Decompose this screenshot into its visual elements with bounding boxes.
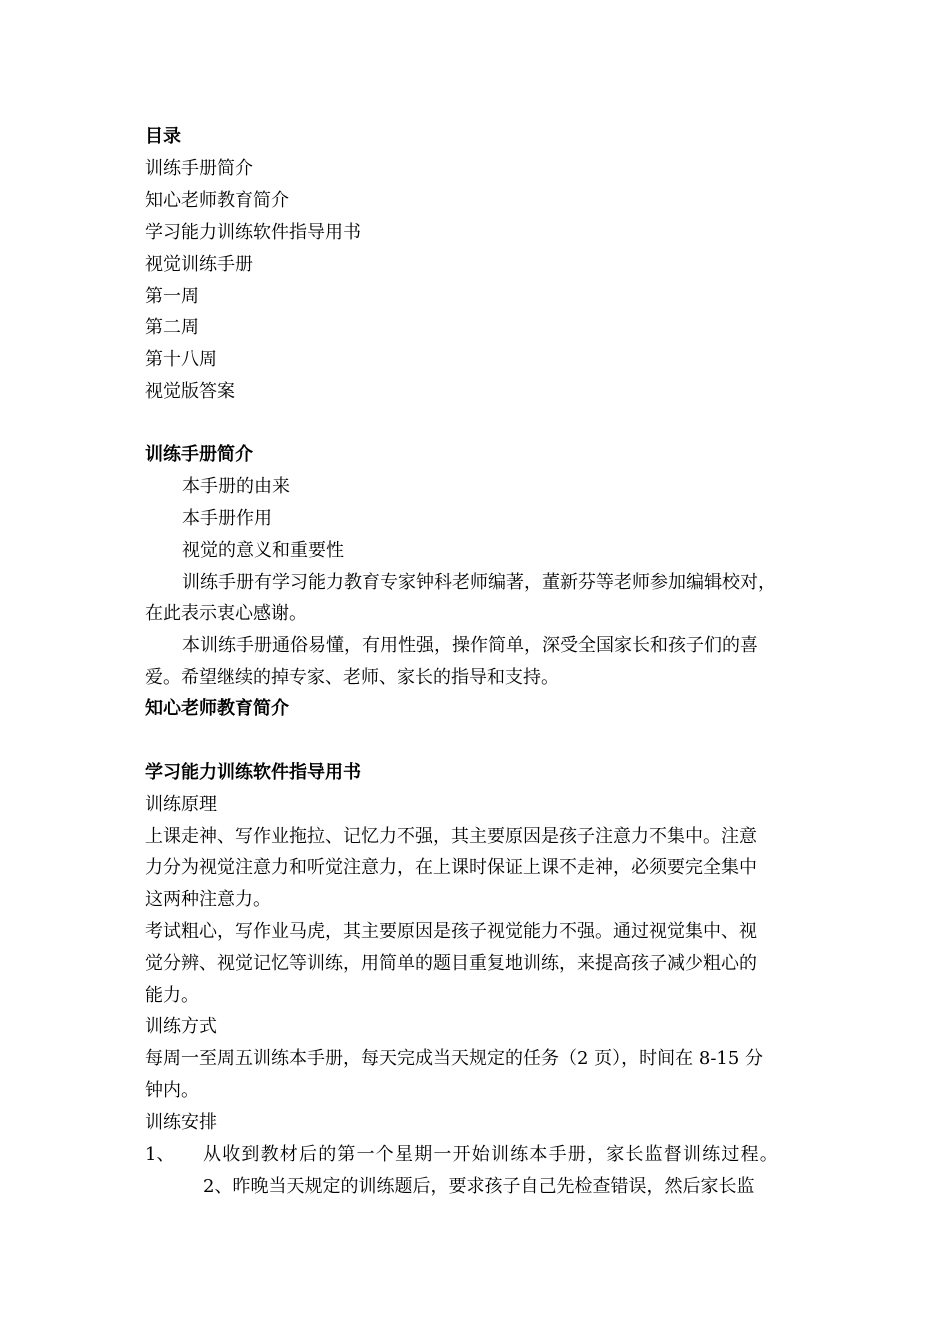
toc-item: 训练手册简介 <box>145 158 253 179</box>
principle-paragraph-line: 力分为视觉注意力和听觉注意力，在上课时保证上课不走神，必须要完全集中 <box>145 857 757 878</box>
principle-paragraph-line: 能力。 <box>145 985 199 1006</box>
toc-item: 学习能力训练软件指导用书 <box>145 222 361 243</box>
schedule-label: 训练安排 <box>145 1112 217 1133</box>
step-text: 2、昨晚当天规定的训练题后，要求孩子自己先检查错误，然后家长监 <box>203 1176 755 1197</box>
step-number: 1、 <box>145 1144 175 1165</box>
method-label: 训练方式 <box>145 1016 217 1037</box>
toc-item: 视觉训练手册 <box>145 254 253 275</box>
intro-paragraph-line: 在此表示衷心感谢。 <box>145 603 307 624</box>
toc-item: 视觉版答案 <box>145 381 235 402</box>
intro-sub-item: 本手册作用 <box>182 508 272 529</box>
intro-paragraph-line: 训练手册有学习能力教育专家钟科老师编著，董新芬等老师参加编辑校对， <box>182 572 776 593</box>
intro-sub-item: 视觉的意义和重要性 <box>182 540 344 561</box>
toc-item: 第十八周 <box>145 349 217 370</box>
toc-heading: 目录 <box>145 126 181 147</box>
section-heading-teacher: 知心老师教育简介 <box>145 698 289 719</box>
principle-label: 训练原理 <box>145 794 217 815</box>
principle-paragraph-line: 上课走神、写作业拖拉、记忆力不强，其主要原因是孩子注意力不集中。注意 <box>145 826 757 847</box>
principle-paragraph-line: 这两种注意力。 <box>145 889 271 910</box>
section-heading-intro: 训练手册简介 <box>145 444 253 465</box>
section-heading-guide: 学习能力训练软件指导用书 <box>145 762 361 783</box>
principle-paragraph-line: 考试粗心，写作业马虎，其主要原因是孩子视觉能力不强。通过视觉集中、视 <box>145 921 757 942</box>
toc-item: 知心老师教育简介 <box>145 190 289 211</box>
method-paragraph-line: 每周一至周五训练本手册，每天完成当天规定的任务（2 页），时间在 8-15 分 <box>145 1048 764 1069</box>
principle-paragraph-line: 觉分辨、视觉记忆等训练，用简单的题目重复地训练，来提高孩子减少粗心的 <box>145 953 757 974</box>
intro-paragraph-line: 本训练手册通俗易懂，有用性强，操作简单，深受全国家长和孩子们的喜 <box>182 635 758 656</box>
toc-item: 第二周 <box>145 317 199 338</box>
intro-paragraph-line: 爱。希望继续的掉专家、老师、家长的指导和支持。 <box>145 667 559 688</box>
toc-item: 第一周 <box>145 286 199 307</box>
step-text: 从收到教材后的第一个星期一开始训练本手册，家长监督训练过程。 <box>203 1144 779 1165</box>
intro-sub-item: 本手册的由来 <box>182 476 290 497</box>
method-paragraph-line: 钟内。 <box>145 1080 199 1101</box>
